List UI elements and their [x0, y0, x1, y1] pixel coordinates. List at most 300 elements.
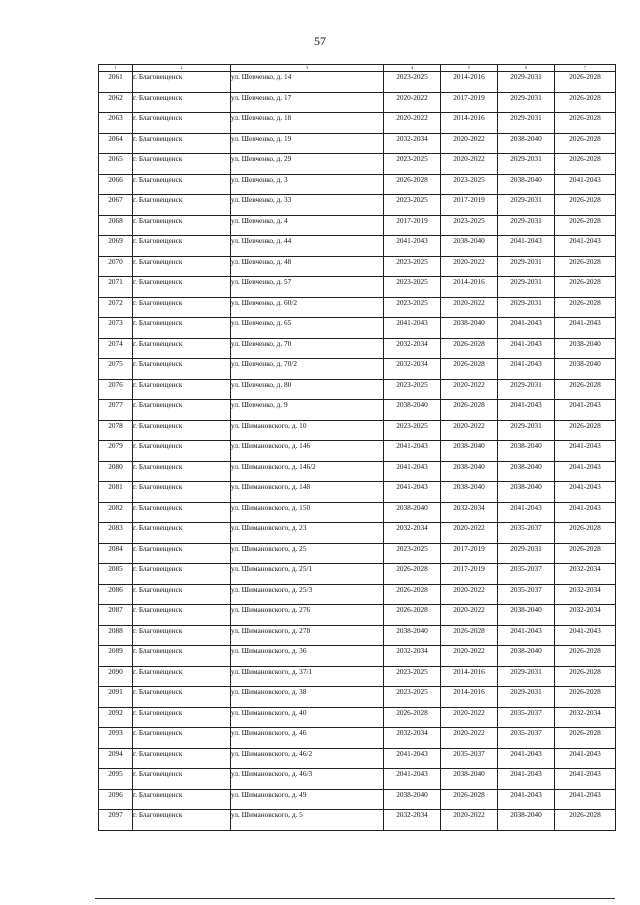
- table-row: [99, 543, 616, 564]
- table-row: [99, 113, 616, 134]
- period-cell: 2029-2031: [498, 113, 555, 134]
- table-header: [99, 65, 616, 72]
- table-row: [99, 359, 616, 380]
- period-cell: 2038-2040: [384, 502, 441, 523]
- period-cell: 2032-2034: [384, 133, 441, 154]
- period-cell: 2038-2040: [498, 482, 555, 503]
- bottom-rule: [95, 898, 615, 899]
- period-cell: 2014-2016: [441, 113, 498, 134]
- city-cell: г. Благовещенск: [133, 625, 231, 646]
- row-number: 2093: [99, 728, 133, 749]
- city-cell: г. Благовещенск: [133, 543, 231, 564]
- city-cell: г. Благовещенск: [133, 769, 231, 790]
- period-cell: 2029-2031: [498, 195, 555, 216]
- period-cell: 2023-2025: [384, 297, 441, 318]
- address-cell: ул. Шевченко, д. 44: [231, 236, 384, 257]
- address-cell: ул. Шевченко, д. 60/2: [231, 297, 384, 318]
- period-cell: 2020-2022: [441, 420, 498, 441]
- period-cell: 2023-2025: [384, 195, 441, 216]
- column-header: 3: [231, 65, 384, 72]
- address-cell: ул. Шимановского, д. 150: [231, 502, 384, 523]
- period-cell: 2041-2043: [498, 338, 555, 359]
- period-cell: 2041-2043: [555, 789, 616, 810]
- period-cell: 2020-2022: [441, 646, 498, 667]
- period-cell: 2035-2037: [498, 707, 555, 728]
- city-cell: г. Благовещенск: [133, 215, 231, 236]
- period-cell: 2026-2028: [384, 174, 441, 195]
- header-row: [99, 65, 616, 72]
- row-number: 2074: [99, 338, 133, 359]
- city-cell: г. Благовещенск: [133, 564, 231, 585]
- column-header: 1: [99, 65, 133, 72]
- period-cell: 2035-2037: [441, 748, 498, 769]
- row-number: 2063: [99, 113, 133, 134]
- table-row: [99, 482, 616, 503]
- period-cell: 2014-2016: [441, 666, 498, 687]
- table-row: [99, 523, 616, 544]
- period-cell: 2038-2040: [384, 789, 441, 810]
- period-cell: 2023-2025: [384, 72, 441, 93]
- city-cell: г. Благовещенск: [133, 92, 231, 113]
- period-cell: 2023-2025: [384, 543, 441, 564]
- period-cell: 2026-2028: [384, 584, 441, 605]
- row-number: 2072: [99, 297, 133, 318]
- table-row: [99, 789, 616, 810]
- period-cell: 2041-2043: [555, 625, 616, 646]
- period-cell: 2041-2043: [498, 400, 555, 421]
- period-cell: 2038-2040: [441, 441, 498, 462]
- period-cell: 2029-2031: [498, 256, 555, 277]
- row-number: 2083: [99, 523, 133, 544]
- period-cell: 2041-2043: [555, 769, 616, 790]
- period-cell: 2041-2043: [555, 502, 616, 523]
- address-cell: ул. Шевченко, д. 70: [231, 338, 384, 359]
- address-cell: ул. Шимановского, д. 276: [231, 605, 384, 626]
- address-cell: ул. Шевченко, д. 18: [231, 113, 384, 134]
- period-cell: 2029-2031: [498, 154, 555, 175]
- period-cell: 2041-2043: [498, 502, 555, 523]
- address-cell: ул. Шимановского, д. 46/3: [231, 769, 384, 790]
- table-row: [99, 625, 616, 646]
- column-header: 7: [555, 65, 616, 72]
- period-cell: 2029-2031: [498, 92, 555, 113]
- address-cell: ул. Шевченко, д. 48: [231, 256, 384, 277]
- period-cell: 2014-2016: [441, 277, 498, 298]
- address-cell: ул. Шимановского, д. 25: [231, 543, 384, 564]
- period-cell: 2023-2025: [441, 215, 498, 236]
- period-cell: 2041-2043: [498, 359, 555, 380]
- registry-table: [98, 64, 616, 831]
- period-cell: 2038-2040: [498, 810, 555, 831]
- period-cell: 2023-2025: [384, 420, 441, 441]
- period-cell: 2023-2025: [384, 666, 441, 687]
- row-number: 2081: [99, 482, 133, 503]
- row-number: 2061: [99, 72, 133, 93]
- row-number: 2066: [99, 174, 133, 195]
- address-cell: ул. Шимановского, д. 146: [231, 441, 384, 462]
- city-cell: г. Благовещенск: [133, 584, 231, 605]
- period-cell: 2038-2040: [441, 461, 498, 482]
- table-row: [99, 92, 616, 113]
- period-cell: 2014-2016: [441, 687, 498, 708]
- column-header: 2: [133, 65, 231, 72]
- period-cell: 2041-2043: [555, 318, 616, 339]
- period-cell: 2026-2028: [555, 154, 616, 175]
- address-cell: ул. Шевченко, д. 57: [231, 277, 384, 298]
- period-cell: 2026-2028: [441, 789, 498, 810]
- period-cell: 2020-2022: [441, 707, 498, 728]
- period-cell: 2032-2034: [384, 523, 441, 544]
- period-cell: 2038-2040: [441, 482, 498, 503]
- table-row: [99, 277, 616, 298]
- address-cell: ул. Шевченко, д. 14: [231, 72, 384, 93]
- period-cell: 2026-2028: [555, 256, 616, 277]
- row-number: 2070: [99, 256, 133, 277]
- period-cell: 2026-2028: [555, 297, 616, 318]
- period-cell: 2029-2031: [498, 379, 555, 400]
- address-cell: ул. Шевченко, д. 3: [231, 174, 384, 195]
- period-cell: 2017-2019: [441, 195, 498, 216]
- period-cell: 2032-2034: [441, 502, 498, 523]
- row-number: 2085: [99, 564, 133, 585]
- period-cell: 2032-2034: [555, 564, 616, 585]
- row-number: 2073: [99, 318, 133, 339]
- period-cell: 2020-2022: [384, 92, 441, 113]
- period-cell: 2038-2040: [384, 400, 441, 421]
- period-cell: 2029-2031: [498, 297, 555, 318]
- city-cell: г. Благовещенск: [133, 687, 231, 708]
- city-cell: г. Благовещенск: [133, 277, 231, 298]
- row-number: 2087: [99, 605, 133, 626]
- address-cell: ул. Шевченко, д. 4: [231, 215, 384, 236]
- city-cell: г. Благовещенск: [133, 297, 231, 318]
- period-cell: 2026-2028: [555, 215, 616, 236]
- row-number: 2082: [99, 502, 133, 523]
- row-number: 2069: [99, 236, 133, 257]
- period-cell: 2041-2043: [384, 769, 441, 790]
- period-cell: 2038-2040: [555, 338, 616, 359]
- period-cell: 2026-2028: [555, 113, 616, 134]
- row-number: 2090: [99, 666, 133, 687]
- city-cell: г. Благовещенск: [133, 605, 231, 626]
- table-row: [99, 297, 616, 318]
- period-cell: 2026-2028: [555, 523, 616, 544]
- city-cell: г. Благовещенск: [133, 461, 231, 482]
- period-cell: 2029-2031: [498, 543, 555, 564]
- period-cell: 2026-2028: [555, 666, 616, 687]
- row-number: 2076: [99, 379, 133, 400]
- table-row: [99, 379, 616, 400]
- period-cell: 2032-2034: [384, 646, 441, 667]
- table-row: [99, 318, 616, 339]
- address-cell: ул. Шимановского, д. 278: [231, 625, 384, 646]
- row-number: 2078: [99, 420, 133, 441]
- table-row: [99, 154, 616, 175]
- period-cell: 2026-2028: [555, 646, 616, 667]
- address-cell: ул. Шимановского, д. 49: [231, 789, 384, 810]
- row-number: 2095: [99, 769, 133, 790]
- period-cell: 2041-2043: [555, 400, 616, 421]
- table-row: [99, 338, 616, 359]
- address-cell: ул. Шевченко, д. 29: [231, 154, 384, 175]
- period-cell: 2029-2031: [498, 420, 555, 441]
- address-cell: ул. Шевченко, д. 70/2: [231, 359, 384, 380]
- period-cell: 2041-2043: [555, 236, 616, 257]
- row-number: 2080: [99, 461, 133, 482]
- period-cell: 2038-2040: [498, 461, 555, 482]
- period-cell: 2041-2043: [384, 318, 441, 339]
- period-cell: 2026-2028: [441, 400, 498, 421]
- period-cell: 2023-2025: [384, 256, 441, 277]
- period-cell: 2026-2028: [555, 277, 616, 298]
- table-row: [99, 748, 616, 769]
- period-cell: 2041-2043: [555, 461, 616, 482]
- row-number: 2067: [99, 195, 133, 216]
- city-cell: г. Благовещенск: [133, 154, 231, 175]
- row-number: 2075: [99, 359, 133, 380]
- period-cell: 2017-2019: [441, 92, 498, 113]
- period-cell: 2026-2028: [555, 687, 616, 708]
- period-cell: 2035-2037: [498, 584, 555, 605]
- city-cell: г. Благовещенск: [133, 338, 231, 359]
- address-cell: ул. Шимановского, д. 25/1: [231, 564, 384, 585]
- period-cell: 2026-2028: [555, 72, 616, 93]
- table-row: [99, 133, 616, 154]
- city-cell: г. Благовещенск: [133, 441, 231, 462]
- period-cell: 2020-2022: [441, 297, 498, 318]
- period-cell: 2026-2028: [555, 728, 616, 749]
- address-cell: ул. Шимановского, д. 40: [231, 707, 384, 728]
- row-number: 2086: [99, 584, 133, 605]
- period-cell: 2029-2031: [498, 666, 555, 687]
- address-cell: ул. Шимановского, д. 23: [231, 523, 384, 544]
- row-number: 2089: [99, 646, 133, 667]
- table-row: [99, 810, 616, 831]
- period-cell: 2026-2028: [384, 707, 441, 728]
- period-cell: 2041-2043: [384, 236, 441, 257]
- city-cell: г. Благовещенск: [133, 789, 231, 810]
- period-cell: 2017-2019: [441, 543, 498, 564]
- city-cell: г. Благовещенск: [133, 133, 231, 154]
- period-cell: 2020-2022: [441, 154, 498, 175]
- city-cell: г. Благовещенск: [133, 174, 231, 195]
- address-cell: ул. Шимановского, д. 37/1: [231, 666, 384, 687]
- period-cell: 2020-2022: [441, 379, 498, 400]
- period-cell: 2038-2040: [384, 625, 441, 646]
- period-cell: 2038-2040: [498, 174, 555, 195]
- period-cell: 2032-2034: [384, 338, 441, 359]
- table-row: [99, 728, 616, 749]
- row-number: 2096: [99, 789, 133, 810]
- period-cell: 2026-2028: [555, 92, 616, 113]
- period-cell: 2026-2028: [555, 543, 616, 564]
- period-cell: 2038-2040: [441, 769, 498, 790]
- period-cell: 2035-2037: [498, 523, 555, 544]
- city-cell: г. Благовещенск: [133, 72, 231, 93]
- period-cell: 2029-2031: [498, 687, 555, 708]
- period-cell: 2017-2019: [441, 564, 498, 585]
- period-cell: 2026-2028: [441, 625, 498, 646]
- period-cell: 2041-2043: [498, 769, 555, 790]
- address-cell: ул. Шевченко, д. 9: [231, 400, 384, 421]
- period-cell: 2020-2022: [441, 133, 498, 154]
- period-cell: 2041-2043: [555, 174, 616, 195]
- period-cell: 2023-2025: [384, 687, 441, 708]
- period-cell: 2026-2028: [384, 564, 441, 585]
- period-cell: 2020-2022: [441, 810, 498, 831]
- period-cell: 2020-2022: [441, 256, 498, 277]
- row-number: 2068: [99, 215, 133, 236]
- period-cell: 2026-2028: [441, 338, 498, 359]
- address-cell: ул. Шимановского, д. 36: [231, 646, 384, 667]
- period-cell: 2041-2043: [384, 441, 441, 462]
- address-cell: ул. Шимановского, д. 25/3: [231, 584, 384, 605]
- period-cell: 2041-2043: [498, 625, 555, 646]
- city-cell: г. Благовещенск: [133, 379, 231, 400]
- city-cell: г. Благовещенск: [133, 113, 231, 134]
- city-cell: г. Благовещенск: [133, 420, 231, 441]
- period-cell: 2023-2025: [384, 277, 441, 298]
- address-cell: ул. Шевченко, д. 65: [231, 318, 384, 339]
- row-number: 2094: [99, 748, 133, 769]
- period-cell: 2038-2040: [498, 605, 555, 626]
- table-row: [99, 769, 616, 790]
- period-cell: 2041-2043: [498, 789, 555, 810]
- period-cell: 2026-2028: [555, 195, 616, 216]
- period-cell: 2026-2028: [384, 605, 441, 626]
- city-cell: г. Благовещенск: [133, 256, 231, 277]
- period-cell: 2020-2022: [384, 113, 441, 134]
- period-cell: 2041-2043: [498, 236, 555, 257]
- period-cell: 2026-2028: [555, 133, 616, 154]
- city-cell: г. Благовещенск: [133, 236, 231, 257]
- row-number: 2065: [99, 154, 133, 175]
- address-cell: ул. Шевченко, д. 33: [231, 195, 384, 216]
- period-cell: 2038-2040: [498, 646, 555, 667]
- table-row: [99, 400, 616, 421]
- table-row: [99, 564, 616, 585]
- period-cell: 2041-2043: [384, 482, 441, 503]
- period-cell: 2026-2028: [555, 379, 616, 400]
- table-row: [99, 441, 616, 462]
- address-cell: ул. Шевченко, д. 19: [231, 133, 384, 154]
- column-header: 4: [384, 65, 441, 72]
- period-cell: 2029-2031: [498, 277, 555, 298]
- period-cell: 2017-2019: [384, 215, 441, 236]
- period-cell: 2032-2034: [555, 707, 616, 728]
- table-row: [99, 461, 616, 482]
- address-cell: ул. Шимановского, д. 38: [231, 687, 384, 708]
- period-cell: 2026-2028: [441, 359, 498, 380]
- table-row: [99, 72, 616, 93]
- table-row: [99, 605, 616, 626]
- city-cell: г. Благовещенск: [133, 728, 231, 749]
- address-cell: ул. Шевченко, д. 80: [231, 379, 384, 400]
- row-number: 2084: [99, 543, 133, 564]
- row-number: 2077: [99, 400, 133, 421]
- period-cell: 2032-2034: [555, 605, 616, 626]
- city-cell: г. Благовещенск: [133, 810, 231, 831]
- period-cell: 2035-2037: [498, 728, 555, 749]
- table-row: [99, 420, 616, 441]
- period-cell: 2041-2043: [498, 748, 555, 769]
- table-row: [99, 215, 616, 236]
- page-number: 57: [314, 34, 326, 48]
- address-cell: ул. Шимановского, д. 146/2: [231, 461, 384, 482]
- city-cell: г. Благовещенск: [133, 523, 231, 544]
- table-row: [99, 195, 616, 216]
- period-cell: 2029-2031: [498, 215, 555, 236]
- period-cell: 2020-2022: [441, 523, 498, 544]
- table-row: [99, 256, 616, 277]
- period-cell: 2026-2028: [555, 420, 616, 441]
- city-cell: г. Благовещенск: [133, 318, 231, 339]
- period-cell: 2032-2034: [384, 359, 441, 380]
- column-header: 6: [498, 65, 555, 72]
- table-row: [99, 502, 616, 523]
- address-cell: ул. Шимановского, д. 5: [231, 810, 384, 831]
- table-row: [99, 707, 616, 728]
- table-row: [99, 687, 616, 708]
- row-number: 2071: [99, 277, 133, 298]
- period-cell: 2035-2037: [498, 564, 555, 585]
- address-cell: ул. Шимановского, д. 148: [231, 482, 384, 503]
- city-cell: г. Благовещенск: [133, 748, 231, 769]
- city-cell: г. Благовещенск: [133, 400, 231, 421]
- table-row: [99, 646, 616, 667]
- city-cell: г. Благовещенск: [133, 482, 231, 503]
- table-row: [99, 174, 616, 195]
- period-cell: 2014-2016: [441, 72, 498, 93]
- row-number: 2064: [99, 133, 133, 154]
- row-number: 2091: [99, 687, 133, 708]
- address-cell: ул. Шимановского, д. 46/2: [231, 748, 384, 769]
- period-cell: 2023-2025: [441, 174, 498, 195]
- period-cell: 2029-2031: [498, 72, 555, 93]
- period-cell: 2038-2040: [555, 359, 616, 380]
- row-number: 2062: [99, 92, 133, 113]
- period-cell: 2032-2034: [384, 810, 441, 831]
- period-cell: 2032-2034: [384, 728, 441, 749]
- row-number: 2088: [99, 625, 133, 646]
- table-row: [99, 236, 616, 257]
- period-cell: 2038-2040: [498, 441, 555, 462]
- period-cell: 2041-2043: [384, 461, 441, 482]
- period-cell: 2020-2022: [441, 605, 498, 626]
- period-cell: 2023-2025: [384, 379, 441, 400]
- table-row: [99, 584, 616, 605]
- row-number: 2092: [99, 707, 133, 728]
- period-cell: 2020-2022: [441, 728, 498, 749]
- period-cell: 2038-2040: [441, 318, 498, 339]
- city-cell: г. Благовещенск: [133, 646, 231, 667]
- period-cell: 2041-2043: [555, 441, 616, 462]
- column-header: 5: [441, 65, 498, 72]
- table-body: [99, 72, 616, 831]
- period-cell: 2038-2040: [498, 133, 555, 154]
- address-cell: ул. Шимановского, д. 10: [231, 420, 384, 441]
- period-cell: 2041-2043: [555, 748, 616, 769]
- address-cell: ул. Шевченко, д. 17: [231, 92, 384, 113]
- city-cell: г. Благовещенск: [133, 359, 231, 380]
- period-cell: 2041-2043: [384, 748, 441, 769]
- period-cell: 2041-2043: [555, 482, 616, 503]
- period-cell: 2032-2034: [555, 584, 616, 605]
- city-cell: г. Благовещенск: [133, 666, 231, 687]
- city-cell: г. Благовещенск: [133, 502, 231, 523]
- period-cell: 2023-2025: [384, 154, 441, 175]
- period-cell: 2041-2043: [498, 318, 555, 339]
